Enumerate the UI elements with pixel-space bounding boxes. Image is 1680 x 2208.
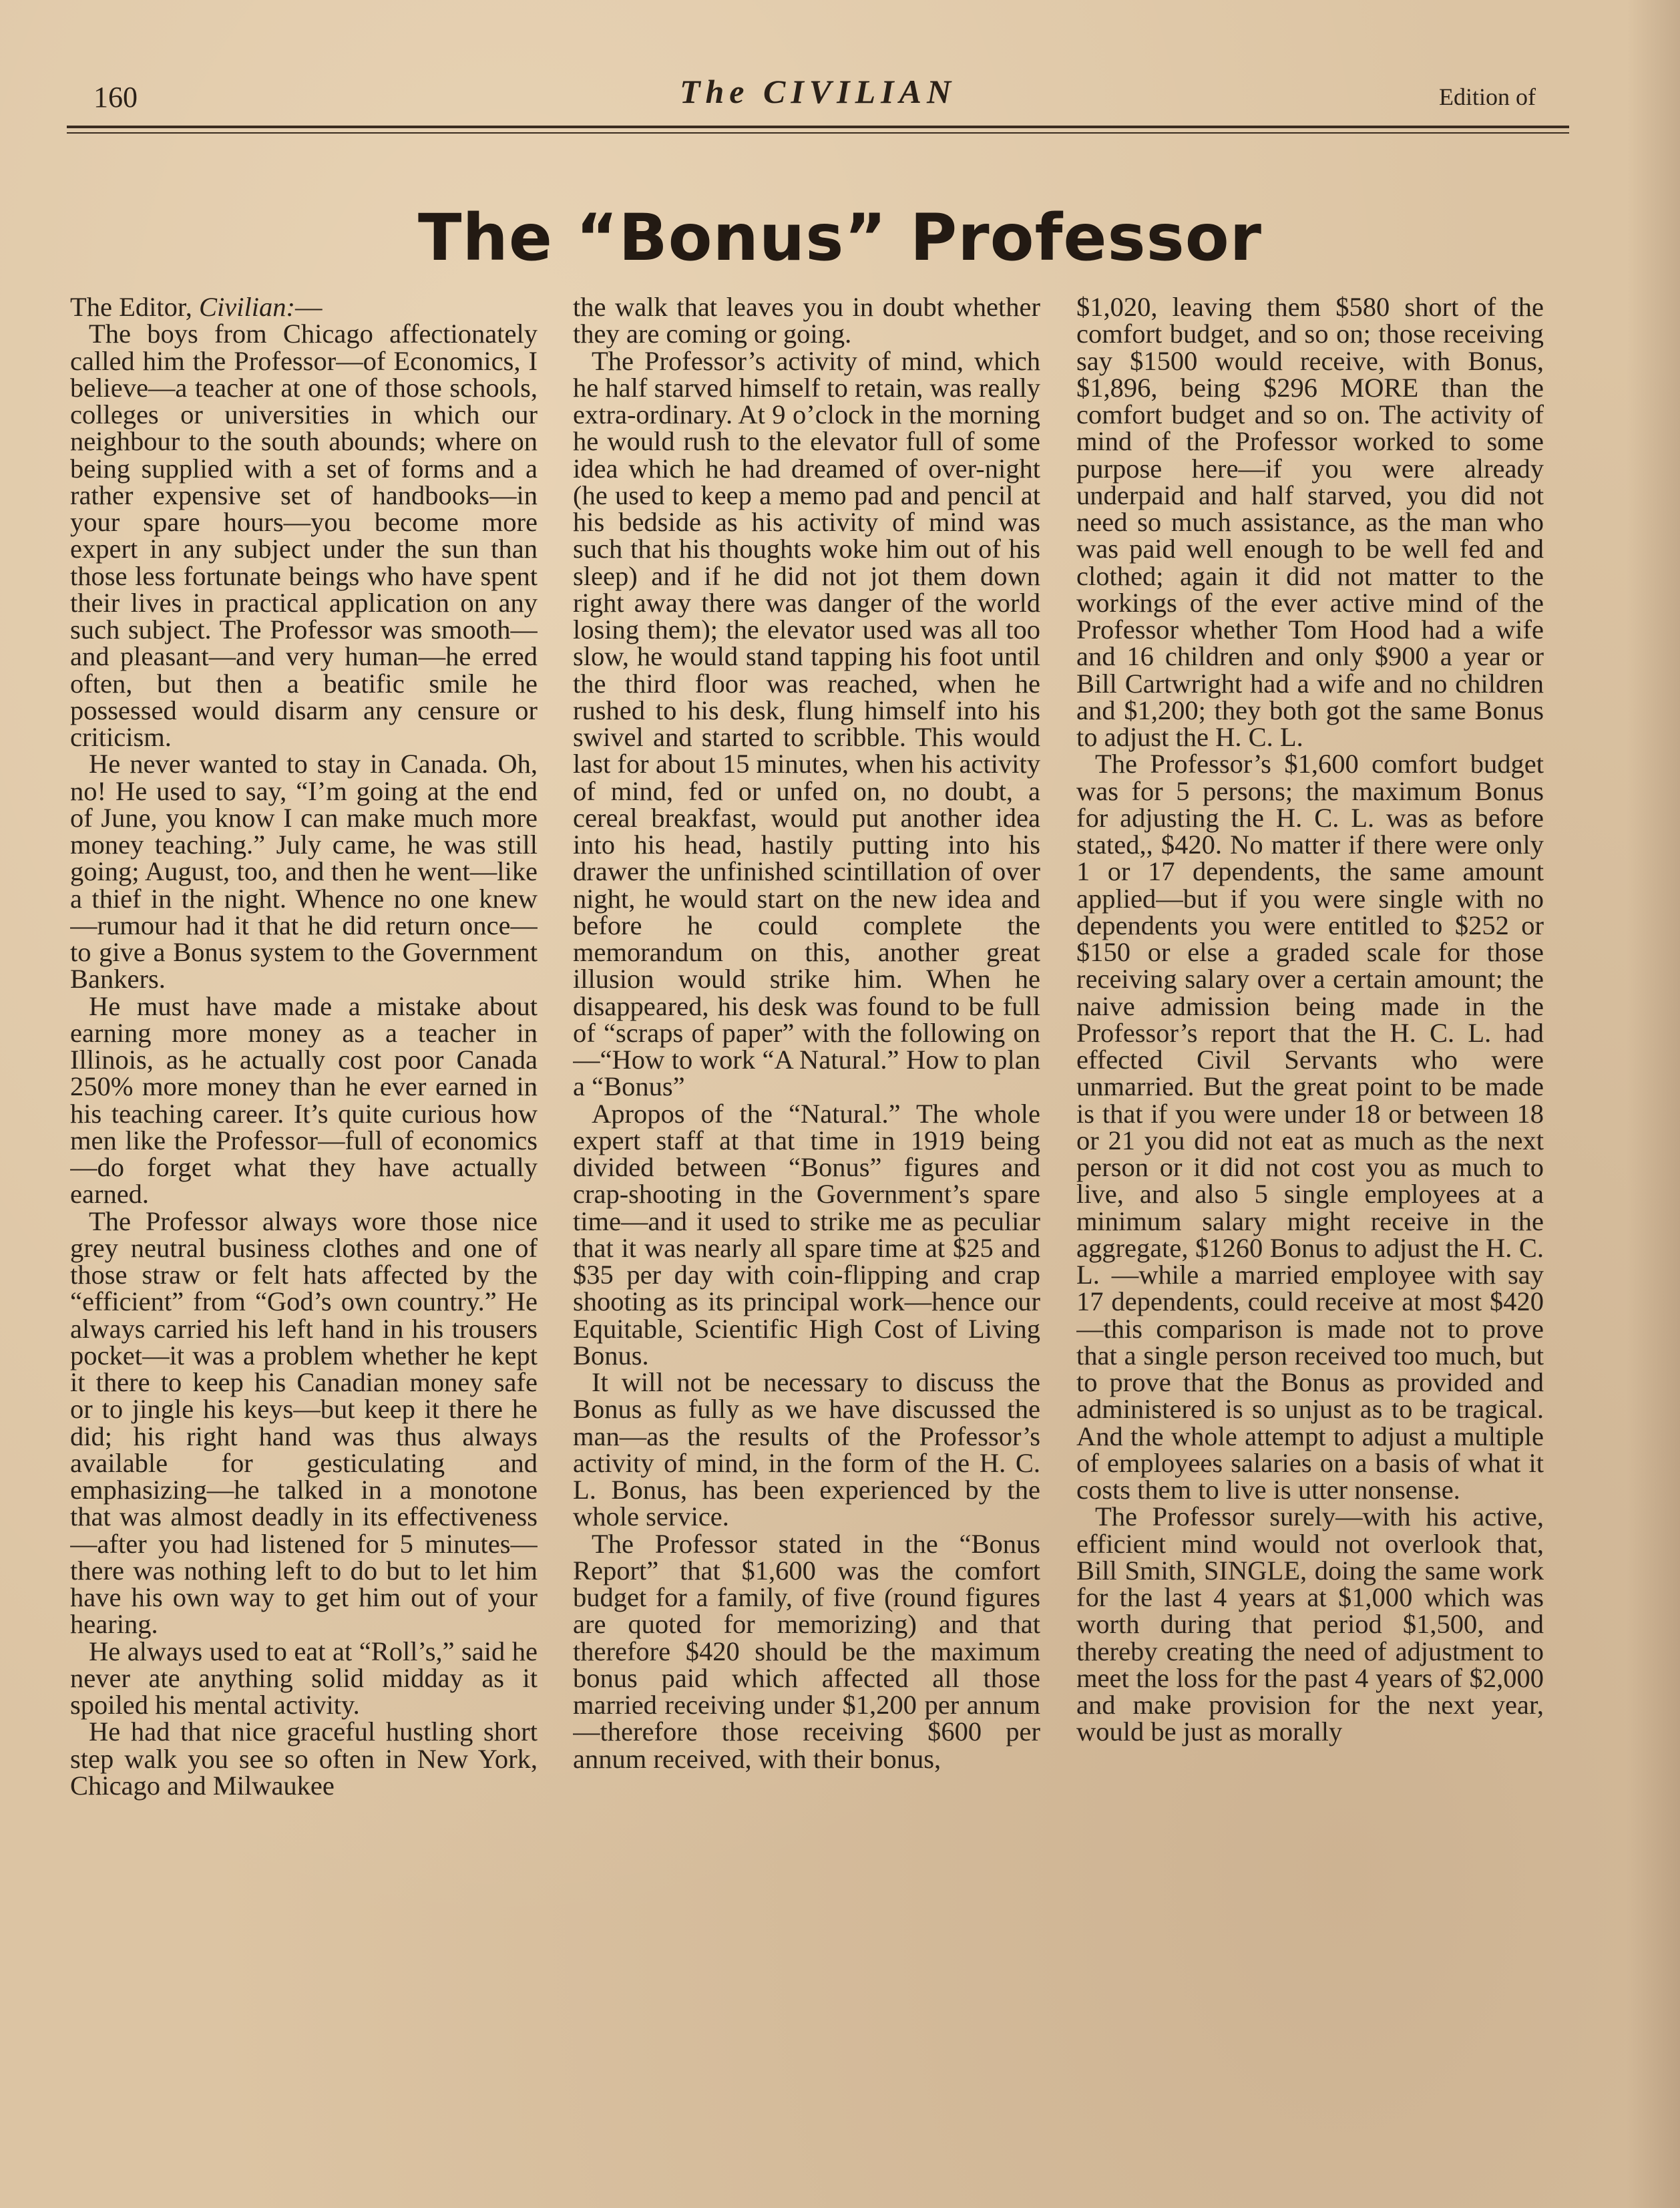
paragraph-continued: the walk that leaves you in doubt whether they are coming or going. [573,294,1040,349]
journal-title: The CIVILIAN [679,73,957,110]
text-column-1 [70,294,538,2057]
article-title: The “Bonus” Professor [417,200,1263,275]
paragraph: The Professor surely—with his active, efficient mind would not overlook that, Bill Smith, SINGLE, doing the same work for the last 4 years at $1,000 which was worth during that period $1,500, and thereby creating the need of adjustment to meet the loss for the past 4 years of $2,000 and make provision for the next year, would be just as morally [1076,1501,1544,1747]
paragraph: He had that nice graceful hustling short step walk you see so often in New York, Chicago and Milwaukee [70,1716,538,1801]
paragraph: He always used to eat at “Roll’s,” said he never ate anything solid midday as it spoiled his mental activity. [70,1636,538,1720]
page-edge-shadow [1627,0,1680,2208]
paragraph: He must have made a mistake about earning more money as a teacher in Illinois, as he actually cost poor Canada 250% more money than he ever earned in his teaching career. It’s quite curious how men like the Professor—full of economics—do forget what they have actually earned. [70,990,538,1210]
publication-name: Civilian: [198,294,295,322]
text-column-2 [573,294,1040,2057]
page-number: 160 [93,81,138,114]
paragraph: The Professor’s $1,600 comfort budget was for 5 persons; the maximum Bonus for adjusting the H. C. L. was as before stated,, $420. No matter if there were only 1 or 17 dependents, the same amount applied—but if you were single with no dependents you were entitled to $252 or $150 or else a graded scale for those receiving salary over a certain amount; the naive admission being made in the Professor’s report that the H. C. L. had effected Civil Servants who were unmarried. But the great point to be made is that if you were under 18 or between 18 or 21 you did not eat as much as the next person or it did not cost you as much to live, and also 5 single employees at a minimum salary might receive in the aggregate, $1260 Bonus to adjust the H. C. L. —while a married employee with say 17 dependents, could receive at most $420—this comparison is made not to prove that a single person received too much, but to prove that the Bonus as provided and administered is so unjust as to be tragical. And the whole attempt to adjust a multiple of employees salaries on a basis of what it costs them to live is utter nonsense. [1076,749,1544,1505]
paragraph: The boys from Chicago affectionately called him the Professor—of Economics, I believe—a teacher at one of those schools, colleges or universities in which our neighbour to the south abounds; where on being supplied with a set of forms and a rather expensive set of handbooks—in your spare hours—you become more expert in any subject under the sun than those less fortunate beings who have spent their lives in practical application on any such subject. The Professor was smooth—and pleasant—and very human—he erred often, but then a beatific smile he possessed would disarm any censure or criticism. [70,319,538,752]
edition-label: Edition of [1439,83,1536,110]
paragraph: It will not be necessary to discuss the Bonus as fully as we have discussed the man—as the results of the Professor’s activity of mind, in the form of the H. C. L. Bonus, has been experienced by the whole service. [573,1367,1040,1532]
paragraph: The Professor stated in the “Bonus Report” that $1,600 was the comfort budget for a family, of five (round figures are quoted for memorizing) and that therefore $420 should be the maximum bonus paid which affected all those married receiving under $1,200 per annum—therefore those receiving $600 per annum received, with their bonus, [573,1528,1040,1774]
paragraph: The Professor always wore those nice grey neutral business clothes and one of those straw or felt hats affected by the “efficient” from “God’s own country.” He always carried his left hand in his trousers pocket—it was a problem whether he kept it there to keep his Canadian money safe or to jingle his keys—but keep it there he did; his right hand was thus always available for gesticulating and emphasizing—he talked in a monotone that was almost deadly in its effectiveness—after you had listened for 5 minutes—there was nothing left to do but to let him have his own way to get him out of your hearing. [70,1206,538,1640]
running-header [67,72,1569,119]
header-rule-thin [67,132,1569,134]
salutation: The Editor, Civilian:— [70,294,538,321]
header-rule [67,126,1569,128]
paragraph-continued: $1,020, leaving them $580 short of the comfort budget, and so on; those receiving say $1500 would receive, with Bonus, $1,896, being $296 MORE than the comfort budget and so on. The activity of mind of the Professor worked to some purpose here—if you were already underpaid and half starved, you did not need so much assistance, as the man who was paid well enough to be well fed and clothed; again it did not matter to the workings of the ever active mind of the Professor whether Tom Hood had a wife and 16 children and only $900 a year or Bill Cartwright had a wife and no children and $1,200; they both got the same Bonus to adjust the H. C. L. [1076,294,1544,752]
paragraph: The Professor’s activity of mind, which he half starved himself to retain, was really extra-ordinary. At 9 o’clock in the morning he would rush to the elevator full of some idea which he had dreamed of over-night (he used to keep a memo pad and pencil at his bedside as his activity of mind was such that his thoughts woke him out of his sleep) and if he did not jot them down right away there was danger of the world losing them); the elevator used was all too slow, he would stand tapping his foot until the third floor was reached, when he rushed to his desk, flung himself into his swivel and started to scribble. This would last for about 15 minutes, when his activity of mind, fed or unfed on, no doubt, a cereal breakfast, would put another idea into his head, hastily putting into his drawer the unfinished scintillation of over night, he would start on the new idea and before he could complete the memorandum on this, another great illusion would strike him. When he disappeared, his desk was found to be full of “scraps of paper” with the following on—“How to work “A Natural.” How to plan a “Bonus” [573,345,1040,1102]
paragraph: Apropos of the “Natural.” The whole expert staff at that time in 1919 being divided between “Bonus” figures and crap-shooting in the Government’s spare time—and it used to strike me as peculiar that it was nearly all spare time at $25 and $35 per day with coin-flipping and crap shooting as its principal work—hence our Equitable, Scientific High Cost of Living Bonus. [573,1098,1040,1370]
paragraph: He never wanted to stay in Canada. Oh, no! He used to say, “I’m going at the end of June, you know I can make much more money teaching.” July came, he was still going; August, too, and then he went—like a thief in the night. Whence no one knew—rumour had it that he did return once—to give a Bonus system to the Government Bankers. [70,749,538,994]
text-column-3 [1076,294,1544,2057]
